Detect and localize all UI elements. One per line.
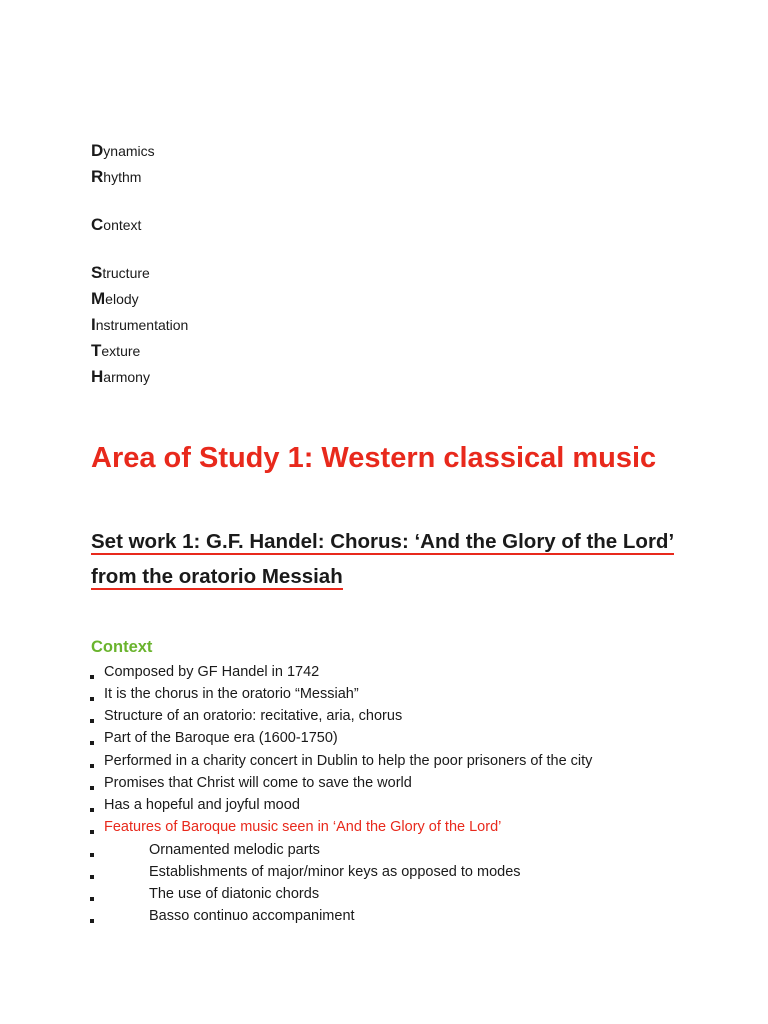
- bullet-icon: [90, 897, 94, 901]
- list-item-text: Has a hopeful and joyful mood: [104, 797, 300, 813]
- list-item-text: It is the chorus in the oratorio “Messiah”: [104, 686, 359, 702]
- bullet-icon: [90, 919, 94, 923]
- list-item-text: Features of Baroque music seen in ‘And the Glory of the Lord’: [104, 819, 502, 835]
- bullet-icon: [90, 830, 94, 834]
- list-item-text: Composed by GF Handel in 1742: [104, 664, 320, 680]
- bullet-icon: [90, 697, 94, 701]
- acronym-item-structure: [91, 263, 150, 283]
- acronym-rest: ynamics: [103, 143, 155, 159]
- list-item-text: Promises that Christ will come to save the world: [104, 775, 412, 791]
- set-work-title-text: Set work 1: G.F. Handel: Chorus: ‘And the Glory of the Lord’ from the oratorio Messiah: [91, 530, 675, 588]
- list-item-text: Performed in a charity concert in Dublin to help the poor prisoners of the city: [104, 753, 593, 769]
- acronym-initial: T: [91, 341, 102, 360]
- bullet-icon: [90, 719, 94, 723]
- acronym-rest: armony: [103, 369, 150, 385]
- bullet-icon: [90, 764, 94, 768]
- bullet-icon: [90, 675, 94, 679]
- acronym-initial: R: [91, 167, 104, 186]
- area-of-study-title: Area of Study 1: Western classical music: [91, 442, 657, 474]
- acronym-initial: I: [91, 315, 96, 334]
- acronym-item-harmony: [91, 367, 150, 387]
- context-heading: Context: [91, 638, 153, 656]
- bullet-icon: [90, 808, 94, 812]
- list-item-text: Ornamented melodic parts: [149, 842, 320, 858]
- list-item-text: Basso continuo accompaniment: [149, 908, 355, 924]
- set-work-title: [91, 524, 691, 594]
- acronym-rest: ontext: [103, 217, 142, 233]
- list-item-text: Structure of an oratorio: recitative, aria, chorus: [104, 708, 403, 724]
- acronym-item-instrumentation: [91, 315, 188, 335]
- acronym-initial: C: [91, 215, 104, 234]
- acronym-rest: tructure: [102, 265, 150, 281]
- acronym-initial: D: [91, 141, 104, 160]
- bullet-icon: [90, 786, 94, 790]
- acronym-initial: S: [91, 263, 103, 282]
- acronym-item-rhythm: [91, 167, 141, 187]
- acronym-initial: M: [91, 289, 106, 308]
- acronym-item-melody: [91, 289, 139, 309]
- acronym-rest: nstrumentation: [95, 317, 189, 333]
- acronym-rest: hythm: [103, 169, 142, 185]
- list-item-text: The use of diatonic chords: [149, 886, 320, 902]
- acronym-item-texture: [91, 341, 140, 361]
- acronym-rest: exture: [101, 343, 141, 359]
- acronym-item-context: [91, 215, 141, 235]
- bullet-icon: [90, 853, 94, 857]
- acronym-initial: H: [91, 367, 104, 386]
- bullet-icon: [90, 875, 94, 879]
- acronym-rest: elody: [105, 291, 139, 307]
- list-item-text: Establishments of major/minor keys as opposed to modes: [149, 864, 521, 880]
- acronym-item-dynamics: [91, 141, 155, 161]
- list-item-text: Part of the Baroque era (1600-1750): [104, 730, 338, 746]
- bullet-icon: [90, 741, 94, 745]
